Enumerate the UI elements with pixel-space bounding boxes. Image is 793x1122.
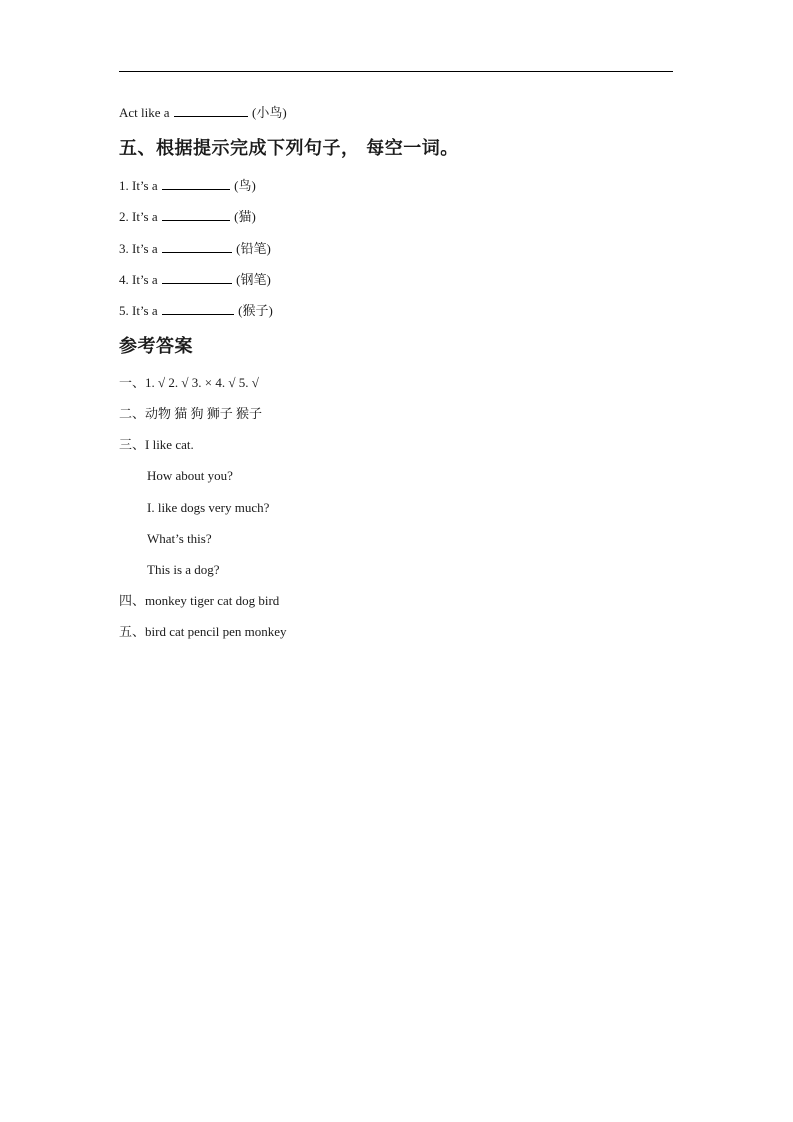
hint-text: (铅笔)	[236, 241, 271, 256]
act-like-text: Act like a	[119, 105, 170, 120]
sentence-item-4	[119, 271, 271, 288]
answer-line: How about you?	[147, 468, 233, 483]
answer-section-1: 一、1. √ 2. √ 3. × 4. √ 5. √	[119, 375, 259, 390]
sentence-prefix: 5. It’s a	[119, 303, 158, 318]
sentence-item-1	[119, 177, 256, 194]
answer-section-5: 五、bird cat pencil pen monkey	[119, 624, 287, 639]
answer-section-3: 三、I like cat.	[119, 437, 194, 452]
header-rule	[119, 71, 673, 72]
hint-text: (鸟)	[234, 178, 256, 193]
hint-text: (猫)	[234, 209, 256, 224]
sentence-prefix: 4. It’s a	[119, 272, 158, 287]
sentence-prefix: 1. It’s a	[119, 178, 158, 193]
act-like-line	[119, 104, 287, 121]
hint-text: (小鸟)	[252, 105, 287, 120]
sentence-prefix: 3. It’s a	[119, 241, 158, 256]
sentence-item-2	[119, 208, 256, 225]
answer-line: I. like dogs very much?	[147, 500, 270, 515]
answer-line: This is a dog?	[147, 562, 220, 577]
answer-section-4: 四、monkey tiger cat dog bird	[119, 593, 280, 608]
answer-blank[interactable]	[162, 208, 230, 221]
answer-blank[interactable]	[162, 271, 232, 284]
answer-blank[interactable]	[174, 104, 248, 117]
sentence-item-3	[119, 240, 271, 257]
sentence-prefix: 2. It’s a	[119, 209, 158, 224]
hint-text: (钢笔)	[236, 272, 271, 287]
answer-blank[interactable]	[162, 240, 232, 253]
section5-title: 五、根据提示完成下列句子， 每空一词。	[119, 138, 459, 159]
hint-text: (猴子)	[238, 303, 273, 318]
answers-title: 参考答案	[119, 336, 193, 357]
answer-blank[interactable]	[162, 302, 234, 315]
answer-blank[interactable]	[162, 177, 230, 190]
answer-line: What’s this?	[147, 531, 212, 546]
answer-section-2: 二、动物 猫 狗 狮子 猴子	[119, 406, 263, 421]
sentence-item-5	[119, 302, 273, 319]
